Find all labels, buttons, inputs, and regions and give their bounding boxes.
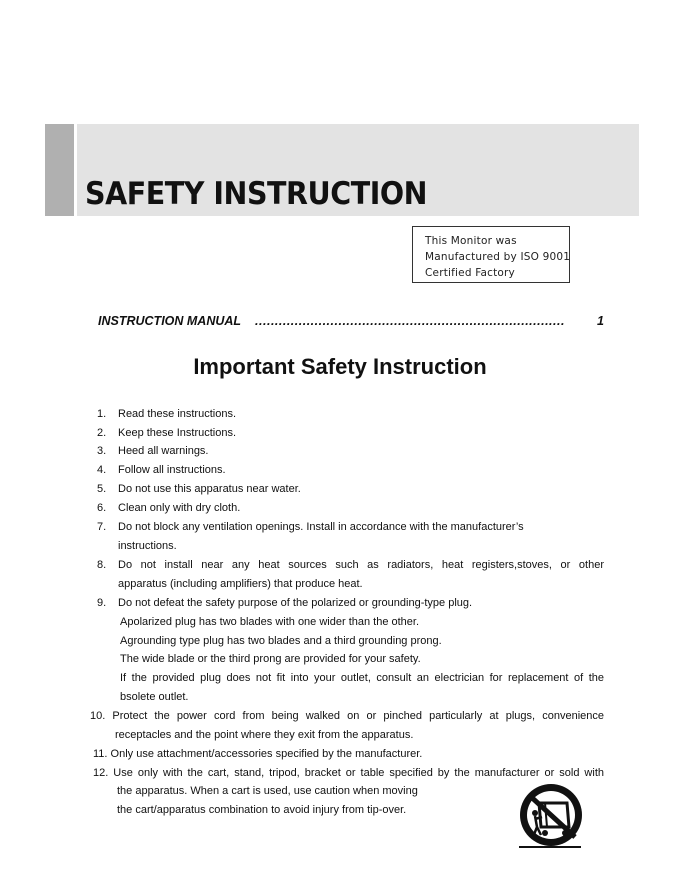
list-item: 12. Use only with the cart, stand, tripod, bracket or table specified by the manufacturer or sold with <box>93 767 604 779</box>
cart-tip-over-warning-icon <box>517 783 587 849</box>
toc-leader-dots: .............................................................................. <box>255 314 565 328</box>
toc-entry[interactable] <box>98 314 604 328</box>
iso-line-2: Manufactured by ISO 9001 <box>425 251 571 263</box>
item-number: 5. <box>97 483 107 495</box>
toc-label: INSTRUCTION MANUAL <box>98 314 242 328</box>
toc-page-number: 1 <box>597 314 604 328</box>
list-item: Do not install near any heat sources such as radiators, heat registers,stoves, or other <box>118 559 604 571</box>
iso-certification-box <box>412 226 570 283</box>
item-number: 9. <box>97 597 107 609</box>
list-item-continuation: Apolarized plug has two blades with one wider than the other. <box>120 616 420 628</box>
list-item-continuation: Agrounding type plug has two blades and a third grounding prong. <box>120 635 442 647</box>
list-item-continuation: apparatus (including amplifiers) that produce heat. <box>118 578 363 590</box>
list-item: Keep these Instructions. <box>118 427 237 439</box>
list-item: Do not defeat the safety purpose of the polarized or grounding-type plug. <box>118 597 473 609</box>
list-item: 10. Protect the power cord from being walked on or pinched particularly at plugs, convenience <box>90 710 604 722</box>
page-title: SAFETY INSTRUCTION <box>85 176 428 212</box>
list-item-continuation: The wide blade or the third prong are provided for your safety. <box>120 653 421 665</box>
item-number: 7. <box>97 521 107 533</box>
list-item: Follow all instructions. <box>118 464 226 476</box>
list-item-continuation: the cart/apparatus combination to avoid injury from tip-over. <box>117 804 407 816</box>
iso-line-3: Certified Factory <box>425 267 515 279</box>
list-item-continuation: If the provided plug does not fit into your outlet, consult an electrician for replacement of the <box>120 672 604 684</box>
item-number: 4. <box>97 464 107 476</box>
list-item: Do not block any ventilation openings. Install in accordance with the manufacturer’s <box>118 521 524 533</box>
list-item: Heed all warnings. <box>118 445 209 457</box>
list-item-continuation: instructions. <box>118 540 177 552</box>
list-item: 11. Only use attachment/accessories specified by the manufacturer. <box>93 748 423 760</box>
list-item-continuation: bsolete outlet. <box>120 691 189 703</box>
banner-divider <box>74 124 77 216</box>
list-item: Read these instructions. <box>118 408 237 420</box>
banner-accent-tab <box>45 124 74 216</box>
list-item: Clean only with dry cloth. <box>118 502 241 514</box>
list-item: Do not use this apparatus near water. <box>118 483 301 495</box>
item-number: 1. <box>97 408 107 420</box>
list-item-continuation: receptacles and the point where they exit from the apparatus. <box>115 729 414 741</box>
item-number: 3. <box>97 445 107 457</box>
iso-line-1: This Monitor was <box>425 235 517 247</box>
item-number: 2. <box>97 427 107 439</box>
list-item-continuation: the apparatus. When a cart is used, use caution when moving <box>117 785 418 797</box>
item-number: 6. <box>97 502 107 514</box>
item-number: 8. <box>97 559 107 571</box>
section-heading: Important Safety Instruction <box>193 354 487 379</box>
